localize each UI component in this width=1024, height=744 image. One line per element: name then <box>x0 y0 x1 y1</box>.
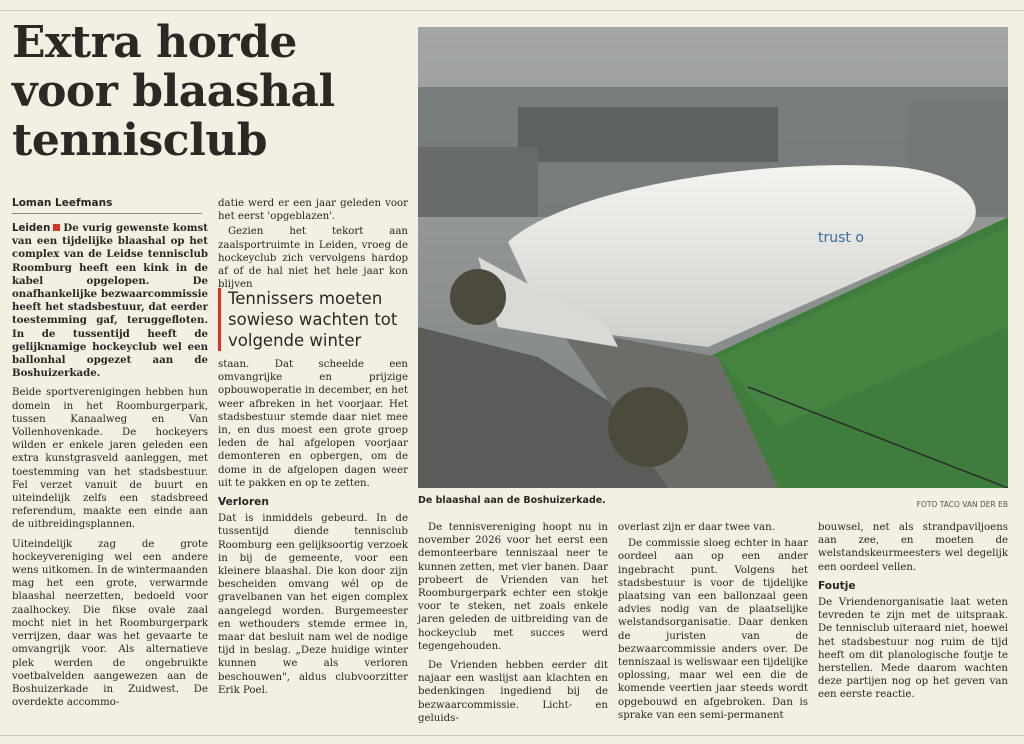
subhead-foutje: Foutje <box>818 579 856 592</box>
headline: Extra horde voor blaashal tennisclub <box>12 17 335 166</box>
column-3 <box>418 521 608 731</box>
body-paragraph: De Vrienden hebben eerder dit najaar een waslijst aan klachten en bedenkingen ingediend bij de bezwaarcommissie. Licht- en geluids- <box>418 660 608 724</box>
dome-logo-text: trust o <box>818 230 864 246</box>
lead-paragraph <box>12 222 208 380</box>
bottom-rule <box>0 735 1024 736</box>
top-rule <box>0 10 1024 11</box>
pull-quote: Tennissers moeten sowieso wachten tot volgende winter <box>218 288 416 351</box>
column-1 <box>12 222 208 715</box>
body-paragraph: overlast zijn er daar twee van. <box>618 522 775 533</box>
photo-caption: De blaashal aan de Boshuizerkade. <box>418 495 606 506</box>
byline: Loman Leefmans <box>12 197 202 214</box>
photo-blaashal <box>418 27 1008 488</box>
column-2-bottom <box>218 358 408 703</box>
column-4 <box>618 521 808 728</box>
body-paragraph: Uiteindelijk zag de grote hockeyvereniging wel een andere wens uitkomen. In de wintermaanden mag het een grote, verwarmde blaashal neerzetten, bedoeld voor zaalhockey. Die fikse ovale zaal mocht niet in het Roomburgerpark verrijzen, daar was het gevaarte te omvangrijk voor. Als alternatieve plek werden de ongebruikte voetbalvelden aangewezen aan de Boshuizerkade in Zuidwest. De overdekte accommo- <box>12 538 208 709</box>
body-paragraph: Dat is inmiddels gebeurd. In de tussentijd diende tennisclub Roomburg een gelijksoortig verzoek in bij de gemeente, voor een kleinere blaashal. Die kon door zijn bescheiden omvang wél op de gravelbanen van het eigen complex aangelegd worden. Burgemeester en wethouders stemde ermee in, maar dat besluit nam wel de nodige tijd in beslag. „Deze huidige winter kunnen we als verloren beschouwen", aldus clubvoorzitter Erik Poel. <box>218 513 408 696</box>
body-paragraph: De Vriendenorganisatie laat weten tevreden te zijn met de uitspraak. De tennisclub uiteraard niet, hoewel het stadsbestuur nog ruim de tijd heeft om dit planologische foutje te herstellen. Mede daarom wachten deze partijen nog op het geven van een eerste reactie. <box>818 597 1008 701</box>
body-paragraph: datie werd er een jaar geleden voor het eerst 'opgeblazen'. <box>218 198 408 223</box>
body-paragraph: staan. Dat scheelde een omvangrijke en prijzige opbouwoperatie in december, en het weer afbreken in het voorjaar. Het stadsbestuur stemde daar niet mee in, en dus moest een grote groep leden de hal afgelopen voorjaar demonteren en opbergen, om de dome in de afgelopen dagen weer uit te pakken en op te zetten. <box>218 359 408 489</box>
subhead-verloren: Verloren <box>218 496 269 509</box>
dateline: Leiden <box>12 223 51 234</box>
body-paragraph: Beide sportverenigingen hebben hun domein in het Roomburgerpark, tussen Kanaalweg en Van Vollenhovenkade. De hockeyers wilden er enkele jaren geleden een extra kunstgrasveld aanleggen, met toestemming van het stadsbestuur. Fel verzet vanuit de buurt en uiteindelijk zelfs een stadsbreed referendum, maakte een einde aan de uitbreidingsplannen. <box>12 387 208 531</box>
body-paragraph: De tennisvereniging hoopt nu in november 2026 voor het eerst een demonteerbare tenniszaal neer te kunnen zetten, met vier banen. Daar probeert de Vrienden van het Roomburgerpark echter een stokje voor te steken, net zoals enkele jaren geleden de uitbreiding van de hockeyclub met succes werd tegengehouden. <box>418 522 608 652</box>
body-paragraph: De commissie sloeg echter in haar oordeel aan op een ander ingebracht punt. Volgens het stadsbestuur is voor de tijdelijke plaatsing van een ballonzaal geen advies nodig van de plaatselijke welstandsorganisatie. Daar denken de juristen van de bezwaarcommissie anders over. De tenniszaal is weliswaar een tijdelijke oplossing, maar wel een die de komende veertien jaar steeds wordt opgebouwd en afgebroken. Dan is sprake van een semi-permanent <box>618 538 808 721</box>
body-paragraph: bouwsel, net als strandpaviljoens aan zee, en moeten de welstandskeurmeesters wel degelijk een oordeel vellen. <box>818 522 1008 573</box>
column-5 <box>818 521 1008 708</box>
lead-text: De vurig gewenste komst van een tijdelijke blaashal op het complex van de Leidse tennisclub Roomburg heeft een kink in de kabel opgelopen. De onafhankelijke bezwaarcommissie heeft het stadsbestuur, dat eerder toestemming gaf, teruggefloten. In de tussentijd heeft de gelijknamige hockeyclub wel een ballonhal opgezet aan de Boshuizerkade. <box>12 222 208 380</box>
dateline-square-icon <box>53 224 60 231</box>
column-2-top <box>218 197 408 297</box>
photo-credit: FOTO TACO VAN DER EB <box>916 500 1008 509</box>
body-paragraph: Gezien het tekort aan zaalsportruimte in Leiden, vroeg de hockeyclub zich vervolgens hardop af of de hal niet het hele jaar kon blijven <box>218 226 408 291</box>
photo-illustration <box>418 27 1008 488</box>
